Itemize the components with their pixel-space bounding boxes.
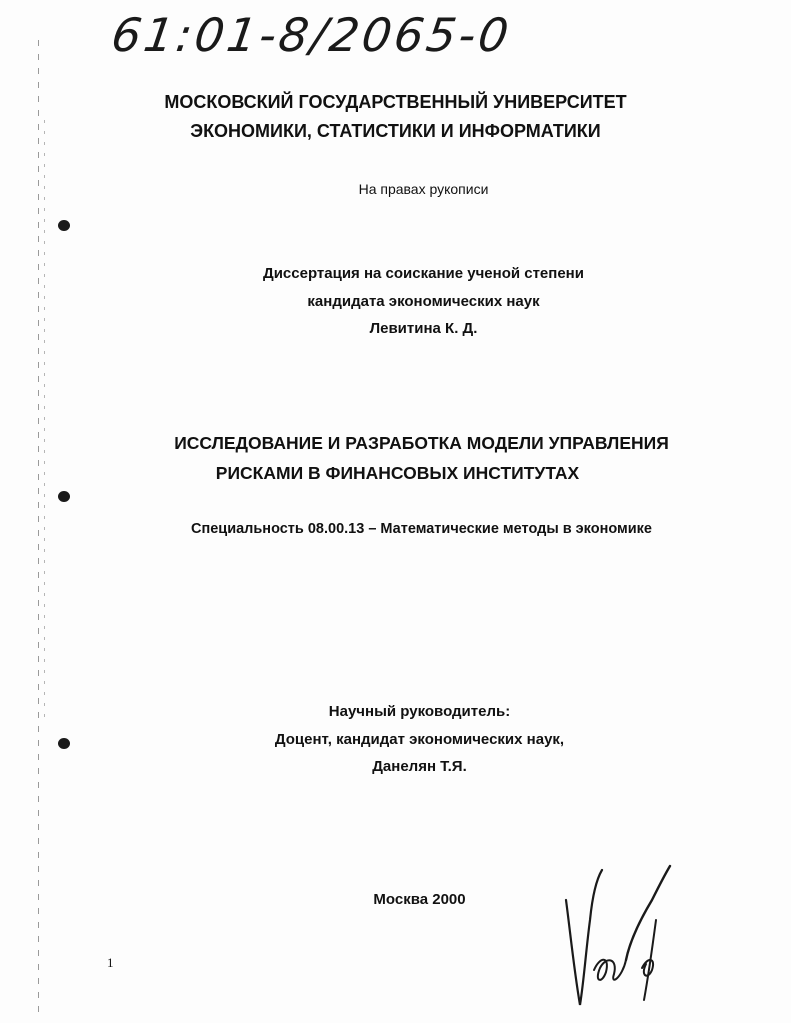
handwritten-archive-code: 61:01-8/2065-0 (108, 8, 515, 62)
supervisor-heading: Научный руководитель: (328, 703, 511, 720)
dissertation-title-line-1: ИССЛЕДОВАНИЕ И РАЗРАБОТКА МОДЕЛИ УПРАВЛЕНИЯ (174, 433, 669, 453)
binding-edge-marks-secondary (44, 120, 45, 720)
page-number: 1 (107, 955, 114, 970)
dissertation-degree-line-2: кандидата экономических наук (307, 293, 540, 310)
supervisor-position: Доцент, кандидат экономических наук, (274, 731, 565, 748)
signature-image (560, 860, 680, 1010)
university-name-line-1: МОСКОВСКИЙ ГОСУДАРСТВЕННЫЙ УНИВЕРСИТЕТ (164, 92, 627, 112)
manuscript-rights-note: На правах рукописи (358, 181, 489, 197)
dissertation-title-line-2: РИСКАМИ В ФИНАНСОВЫХ ИНСТИТУТАХ (215, 463, 580, 483)
city-and-year: Москва 2000 (373, 891, 466, 908)
punch-hole-mark (58, 220, 70, 231)
university-name-line-2: ЭКОНОМИКИ, СТАТИСТИКИ И ИНФОРМАТИКИ (190, 121, 601, 141)
dissertation-degree-line-1: Диссертация на соискание ученой степени (263, 265, 584, 282)
specialty-line: Специальность 08.00.13 – Математические методы в экономике (191, 521, 652, 537)
punch-hole-mark (58, 491, 70, 502)
author-name: Левитина К. Д. (369, 320, 478, 337)
supervisor-name: Данелян Т.Я. (372, 758, 467, 775)
